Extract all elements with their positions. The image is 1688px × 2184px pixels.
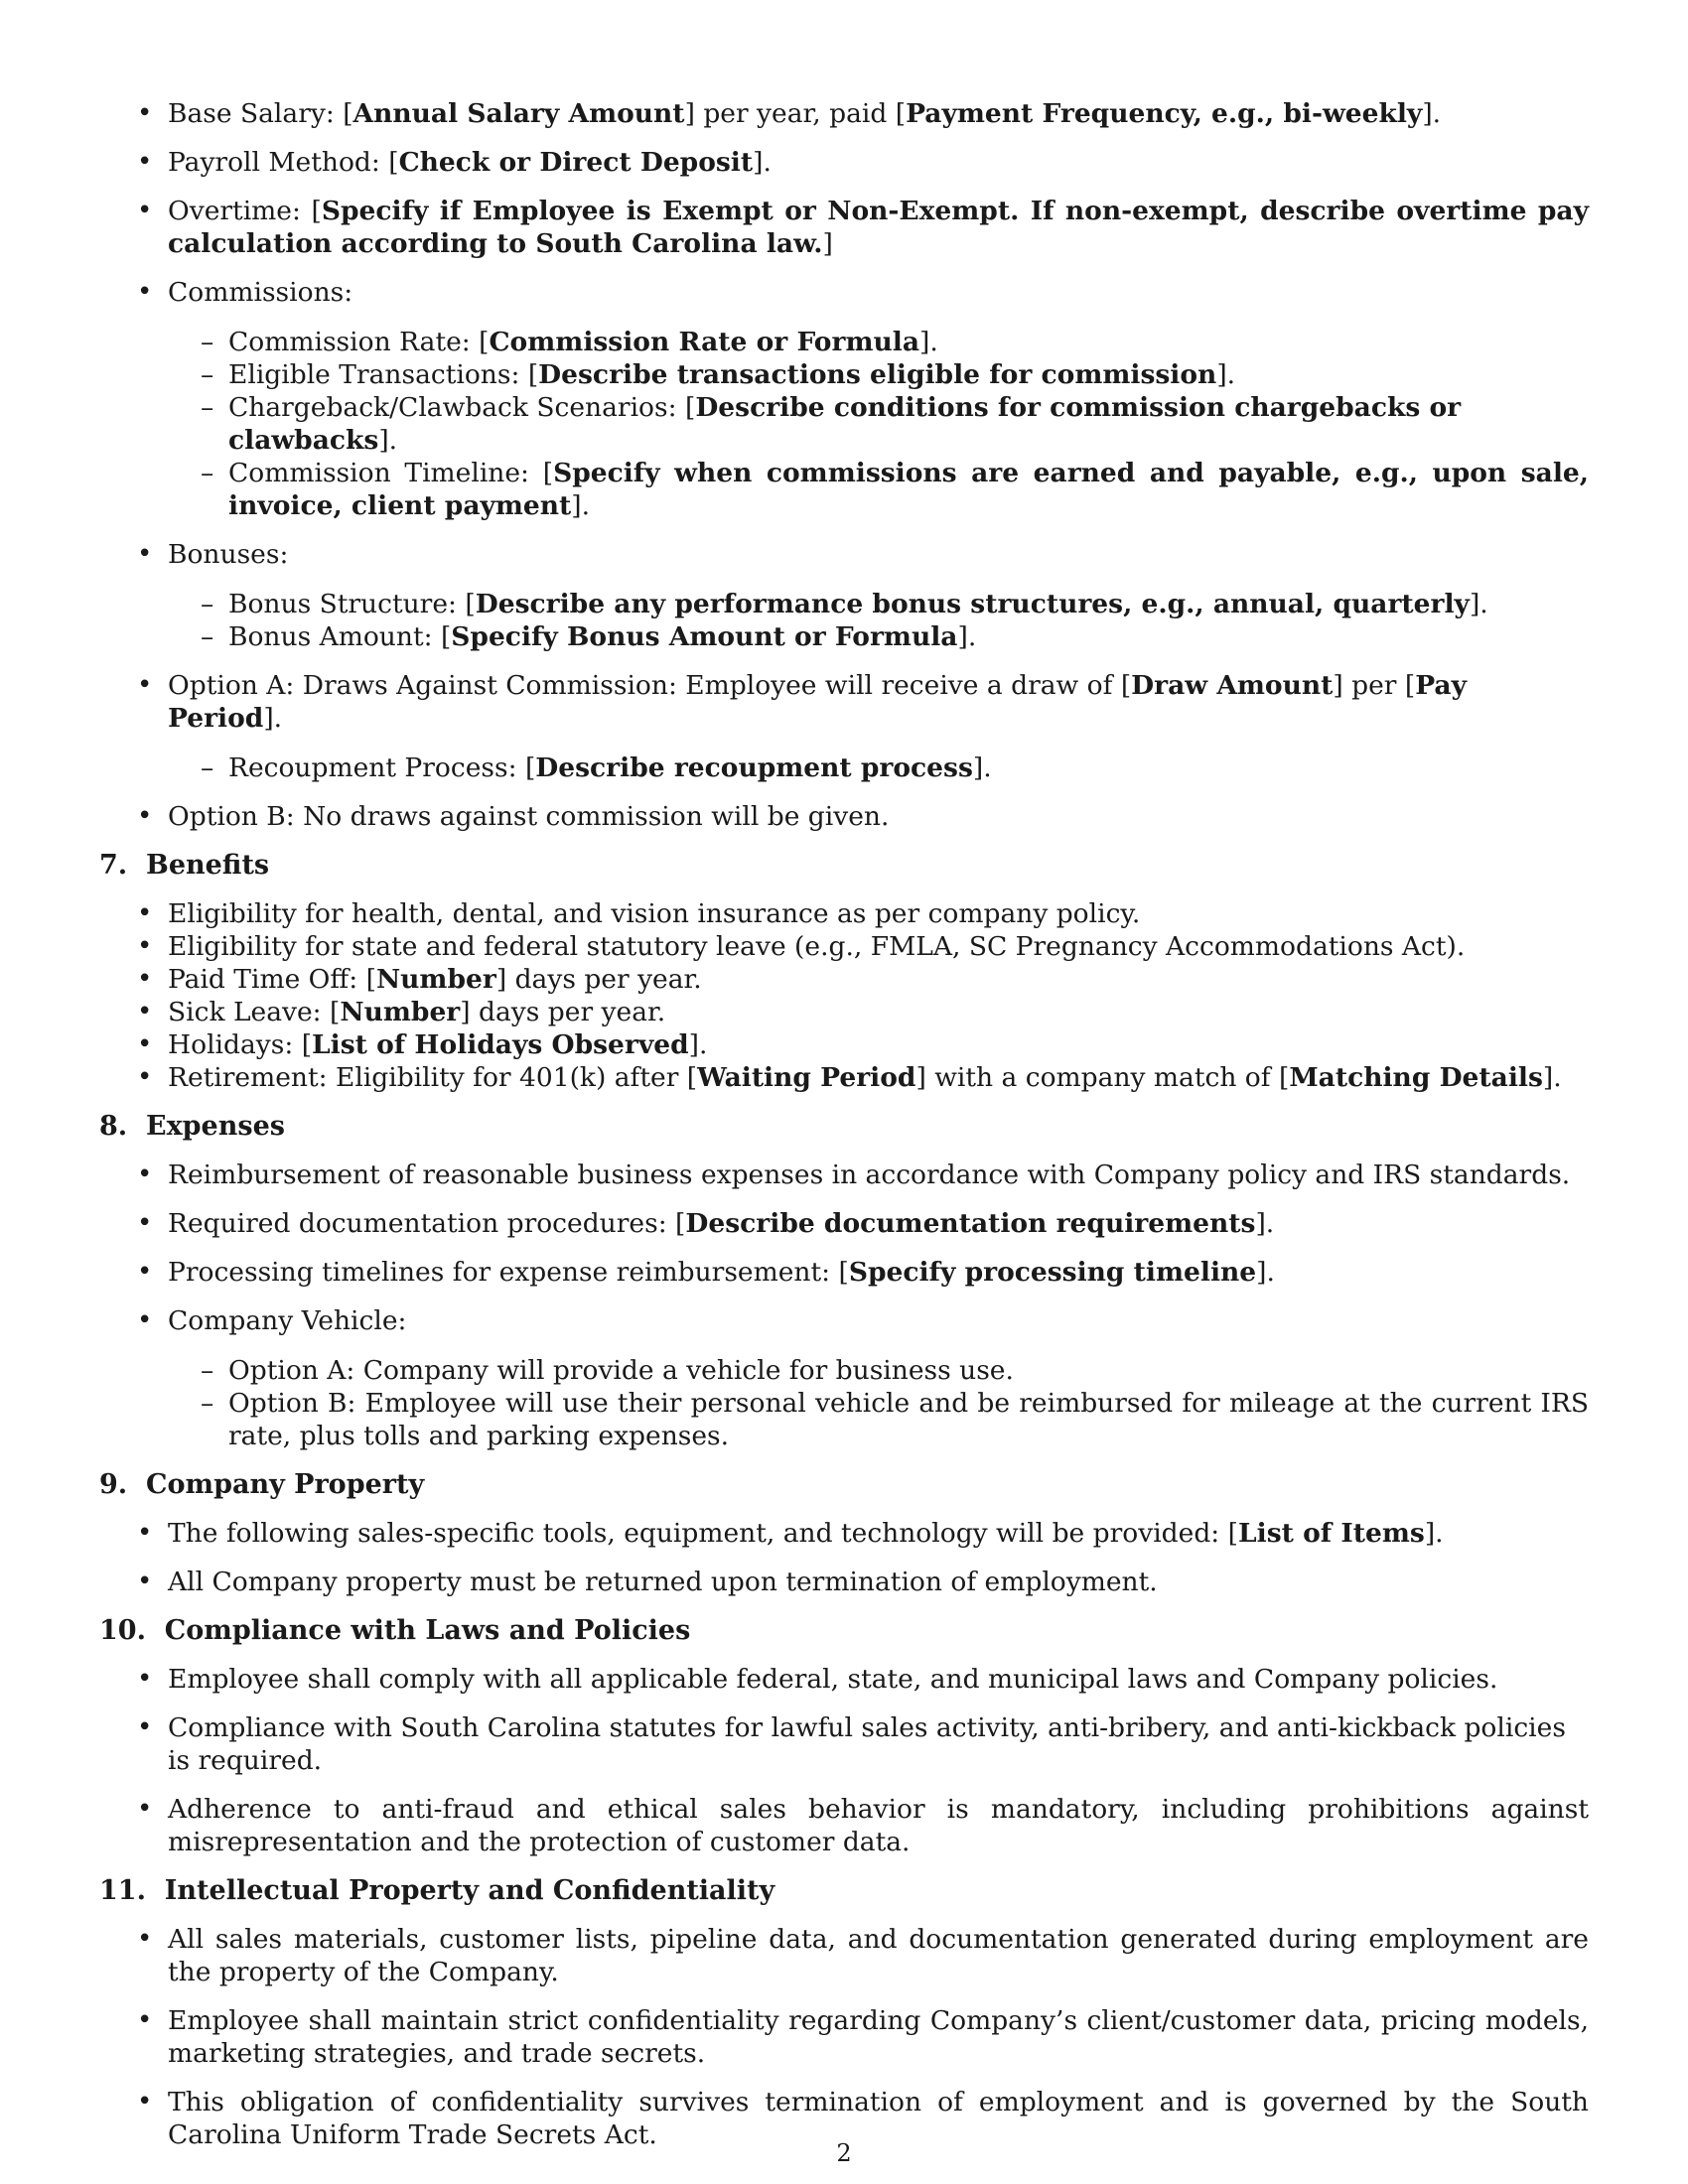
section-heading: 9. Company Property <box>99 1469 425 1500</box>
eligible-transactions-item: – Eligible Transactions: [Describe transactions eligible for commission]. <box>168 358 1589 391</box>
section-heading: 7. Benefits <box>99 850 270 881</box>
section-compliance <box>99 1614 1589 1858</box>
expenses-list <box>99 1159 1589 1452</box>
document-page <box>99 97 1589 2167</box>
processing-item: • Processing timelines for expense reimbursement: [Specify processing timeline]. <box>99 1256 1589 1289</box>
recoupment-item: – Recoupment Process: [Describe recoupment process]. <box>168 751 1589 784</box>
pto-item: • Paid Time Off: [Number] days per year. <box>99 963 1589 996</box>
bonus-amount-item: – Bonus Amount: [Specify Bonus Amount or Formula]. <box>168 620 1589 653</box>
list-item: • This obligation of confidentiality survives termination of employment and is governed by the South Carolina Uniform Trade Secrets Act. <box>99 2086 1589 2151</box>
overtime-item: • Overtime: [Specify if Employee is Exempt or Non-Exempt. If non-exempt, describe overtime pay calculation according to South Carolina law.] <box>99 195 1589 260</box>
property-list <box>99 1517 1589 1598</box>
benefits-list <box>99 897 1589 1094</box>
commission-timeline-item: – Commission Timeline: [Specify when commissions are earned and payable, e.g., upon sale, invoice, client payment]. <box>168 457 1589 522</box>
draws-sublist <box>168 751 1589 784</box>
commission-rate-item: – Commission Rate: [Commission Rate or Formula]. <box>168 326 1589 358</box>
option-b-draws-item: • Option B: No draws against commission will be given. <box>99 800 1589 833</box>
option-a-draws-item: • Option A: Draws Against Commission: Employee will receive a draw of [Draw Amount] per [Pay Period]. – Recoupment Process: [Describe recoupment process]. <box>99 669 1589 784</box>
compensation-list <box>99 97 1589 833</box>
page-number: 2 <box>836 2139 852 2167</box>
list-item: • Adherence to anti-fraud and ethical sales behavior is mandatory, including prohibitions against misrepresentation and the protection of customer data. <box>99 1793 1589 1858</box>
vehicle-option-b: – Option B: Employee will use their personal vehicle and be reimbursed for mileage at the current IRS rate, plus tolls and parking expenses. <box>168 1387 1589 1452</box>
section-intellectual-property <box>99 1874 1589 2151</box>
section-company-property <box>99 1468 1589 1598</box>
company-vehicle-item: • Company Vehicle: – Option A: Company will provide a vehicle for business use. – Option B: Employee will use their personal vehicle and be reimbursed for mileage at the current IRS rate, plus tolls and parking expenses. <box>99 1304 1589 1452</box>
bonus-structure-item: – Bonus Structure: [Describe any performance bonus structures, e.g., annual, quarterly]. <box>168 588 1589 620</box>
commissions-sublist <box>168 326 1589 522</box>
holidays-item: • Holidays: [List of Holidays Observed]. <box>99 1028 1589 1061</box>
sick-leave-item: • Sick Leave: [Number] days per year. <box>99 996 1589 1028</box>
section-heading: 10. Compliance with Laws and Policies <box>99 1615 691 1646</box>
chargeback-item: – Chargeback/Clawback Scenarios: [Describe conditions for commission chargebacks or clawbacks]. <box>168 391 1589 457</box>
base-salary-item: • Base Salary: [Annual Salary Amount] per year, paid [Payment Frequency, e.g., bi-weekly]. <box>99 97 1589 130</box>
list-item: • Compliance with South Carolina statutes for lawful sales activity, anti-bribery, and anti-kickback policies is required. <box>99 1711 1589 1777</box>
documentation-item: • Required documentation procedures: [Describe documentation requirements]. <box>99 1207 1589 1240</box>
ip-list <box>99 1923 1589 2151</box>
health-insurance-item: • Eligibility for health, dental, and vision insurance as per company policy. <box>99 897 1589 930</box>
list-item: • Employee shall comply with all applicable federal, state, and municipal laws and Company policies. <box>99 1663 1589 1696</box>
section-heading: 11. Intellectual Property and Confidentiality <box>99 1875 775 1906</box>
list-item: • All sales materials, customer lists, pipeline data, and documentation generated during employment are the property of the Company. <box>99 1923 1589 1988</box>
section-expenses <box>99 1110 1589 1452</box>
compliance-list <box>99 1663 1589 1858</box>
payroll-method-item: • Payroll Method: [Check or Direct Deposit]. <box>99 146 1589 179</box>
section-heading: 8. Expenses <box>99 1111 285 1142</box>
retirement-item: • Retirement: Eligibility for 401(k) after [Waiting Period] with a company match of [Matching Details]. <box>99 1061 1589 1094</box>
reimbursement-item: • Reimbursement of reasonable business expenses in accordance with Company policy and IRS standards. <box>99 1159 1589 1191</box>
section-benefits <box>99 849 1589 1094</box>
list-item: • Employee shall maintain strict confidentiality regarding Company’s client/customer data, pricing models, marketing strategies, and trade secrets. <box>99 2004 1589 2070</box>
vehicle-sublist <box>168 1354 1589 1452</box>
tools-item: • The following sales-specific tools, equipment, and technology will be provided: [List of Items]. <box>99 1517 1589 1550</box>
statutory-leave-item: • Eligibility for state and federal statutory leave (e.g., FMLA, SC Pregnancy Accommodations Act). <box>99 930 1589 963</box>
bonuses-sublist <box>168 588 1589 653</box>
return-property-item: • All Company property must be returned upon termination of employment. <box>99 1566 1589 1598</box>
vehicle-option-a: – Option A: Company will provide a vehicle for business use. <box>168 1354 1589 1387</box>
bonuses-item: • Bonuses: – Bonus Structure: [Describe any performance bonus structures, e.g., annual, quarterly]. – Bonus Amount: [Specify Bonus Amount or Formula]. <box>99 538 1589 653</box>
commissions-item: • Commissions: – Commission Rate: [Commission Rate or Formula]. – Eligible Transactions: [Describe transactions eligible for commission]. – Chargeback/Clawback Scenarios: [Describe conditions for commission chargebacks or clawbacks]. – Commission Timeline: [Specify when commissions are earned and payable, e.g., upon sale, invoice, client payment]. <box>99 276 1589 522</box>
